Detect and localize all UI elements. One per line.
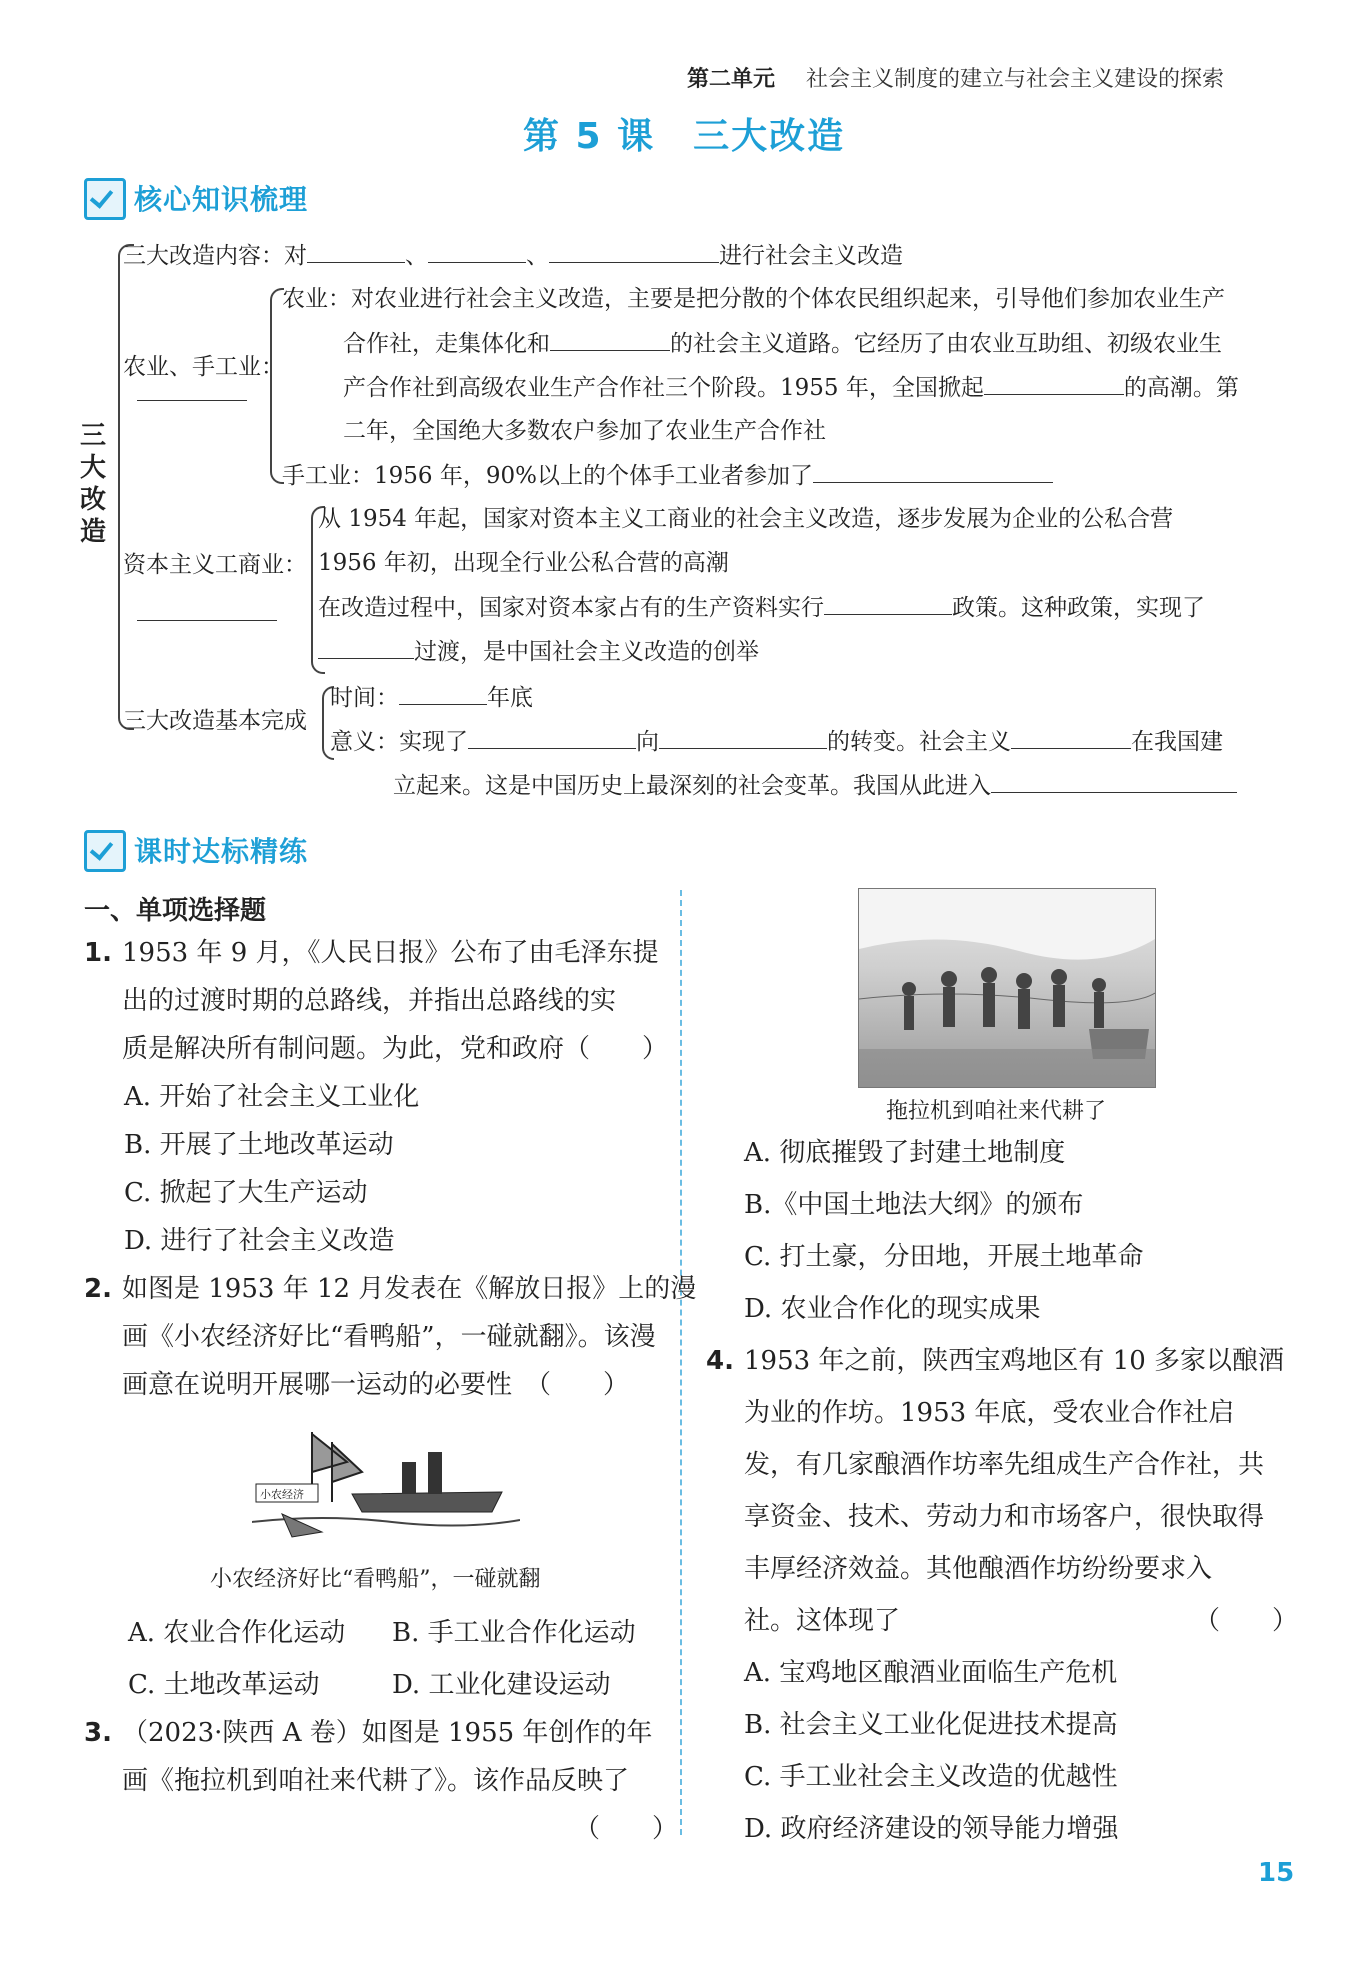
part-title: 一、单项选择题 (84, 896, 267, 926)
pencil-icon (84, 830, 126, 872)
blank-6 (813, 460, 1053, 483)
done-mean-b: 向 (636, 729, 659, 755)
q3-painting (858, 888, 1156, 1088)
cap-line3-a: 在改造过程中，国家对资本家占有的生产资料实行 (318, 595, 824, 621)
q4-line2: 为业的作坊。1953 年底，受农业合作社启 (744, 1398, 1235, 1428)
sep-1: 、 (405, 243, 428, 269)
cartoon-image (252, 1422, 520, 1542)
blank-13 (991, 770, 1237, 793)
unit-title: 社会主义制度的建立与社会主义建设的探索 (806, 67, 1225, 92)
q1-line1: 1953 年 9 月，《人民日报》公布了由毛泽东提 (122, 938, 659, 968)
agri-line4: 二年，全国绝大多数农户参加了农业生产合作社 (343, 418, 826, 444)
q2-caption: 小农经济好比“看鸭船”，一碰就翻 (210, 1567, 541, 1592)
agri-line2-a: 合作社，走集体化和 (343, 331, 550, 357)
q2-number: 2. (84, 1274, 112, 1304)
q4-line5: 丰厚经济效益。其他酿酒作坊纷纷要求入 (744, 1554, 1213, 1584)
q2-option-b[interactable]: B. 手工业合作化运动 (392, 1618, 636, 1648)
section2-title: 课时达标精练 (134, 835, 309, 868)
q4-number: 4. (706, 1346, 734, 1376)
q4-option-d[interactable]: D. 政府经济建设的领导能力增强 (744, 1814, 1119, 1844)
done-mean-c: 的转变。社会主义 (827, 729, 1011, 755)
q1-line3: 质是解决所有制问题。为此，党和政府（ ） (122, 1034, 669, 1064)
q3-line2: 画《拖拉机到咱社来代耕了》。该作品反映了 (122, 1766, 630, 1796)
q1-option-c[interactable]: C. 掀起了大生产运动 (124, 1178, 368, 1208)
cap-line2: 1956 年初，出现全行业公私合营的高潮 (318, 550, 729, 576)
unit-label: 第二单元 (687, 67, 776, 92)
lesson-title: 第 5 课 三大改造 (523, 116, 846, 157)
q3-number: 3. (84, 1718, 112, 1748)
cap-line1: 从 1954 年起，国家对资本主义工商业的社会主义改造，逐步发展为企业的公私合营 (318, 506, 1174, 532)
q1-number: 1. (84, 938, 112, 968)
q3-option-b[interactable]: B.《中国土地法大纲》的颁布 (744, 1190, 1084, 1220)
q1-option-b[interactable]: B. 开展了土地改革运动 (124, 1130, 394, 1160)
cap-line3 (318, 592, 1205, 623)
agri-line3 (343, 372, 1239, 403)
checklist-icon (84, 178, 126, 220)
content-row (123, 240, 903, 271)
sep-2: 、 (526, 243, 549, 269)
q4-option-a[interactable]: A. 宝鸡地区酿酒业面临生产危机 (744, 1658, 1118, 1688)
agri-line3-a: 产合作社到高级农业生产合作社三个阶段。1955 年，全国掀起 (343, 375, 984, 401)
q3-line1: （2023·陕西 A 卷）如图是 1955 年创作的年 (122, 1718, 653, 1748)
done-mean-line2: 立起来。这是中国历史上最深刻的社会变革。我国从此进入 (393, 773, 991, 799)
q4-option-b[interactable]: B. 社会主义工业化促进技术提高 (744, 1710, 1118, 1740)
q3-caption: 拖拉机到咱社来代耕了 (886, 1099, 1107, 1124)
blank-3 (549, 240, 719, 263)
q4-line4: 享资金、技术、劳动力和市场客户，很快取得 (744, 1502, 1265, 1532)
agri-line3-b: 的高潮。第 (1123, 375, 1239, 401)
q1-option-a[interactable]: A. 开始了社会主义工业化 (124, 1082, 420, 1112)
q4-line3: 发，有几家酿酒作坊率先组成生产合作社，共 (744, 1450, 1265, 1480)
done-time (330, 682, 533, 713)
agri-brace (270, 288, 284, 484)
q4-option-c[interactable]: C. 手工业社会主义改造的优越性 (744, 1762, 1118, 1792)
blank-11 (659, 726, 827, 749)
blank-5 (984, 372, 1124, 395)
cap-line4 (318, 636, 759, 667)
page-number: 15 (1258, 1858, 1295, 1888)
done-time-label: 时间： (330, 685, 399, 711)
done-meaning (330, 726, 1223, 757)
blank-10 (468, 726, 636, 749)
q2-cartoon (252, 1422, 520, 1542)
blank-9 (399, 682, 487, 705)
done-mean-a: 意义：实现了 (330, 729, 468, 755)
q2-line2: 画《小农经济好比“看鸭船”，一碰就翻》。该漫 (122, 1322, 656, 1352)
agri-line2-b: 的社会主义道路。它经历了由农业互助组、初级农业生 (670, 331, 1222, 357)
agri-line1: 农业：对农业进行社会主义改造，主要是把分散的个体农民组织起来，引导他们参加农业生产 (282, 286, 1225, 312)
cap-line3-b: 政策。这种政策，实现了 (952, 595, 1205, 621)
q3-option-a[interactable]: A. 彻底摧毁了封建土地制度 (744, 1138, 1066, 1168)
column-divider (680, 890, 682, 1835)
done-mean-d: 在我国建 (1131, 729, 1223, 755)
q1-option-d[interactable]: D. 进行了社会主义改造 (124, 1226, 395, 1256)
q3-option-c[interactable]: C. 打土豪，分田地，开展土地革命 (744, 1242, 1144, 1272)
blank-8 (318, 636, 414, 659)
cap-line4-text: 过渡，是中国社会主义改造的创举 (414, 639, 759, 665)
blank-4 (550, 328, 670, 351)
q2-option-a[interactable]: A. 农业合作化运动 (128, 1618, 346, 1648)
q2-option-c[interactable]: C. 土地改革运动 (128, 1670, 320, 1700)
section1-title: 核心知识梳理 (134, 183, 309, 216)
q4-line6: 社。这体现了 (744, 1606, 901, 1636)
cap-label: 资本主义工商业： (123, 552, 307, 578)
q2-option-d[interactable]: D. 工业化建设运动 (392, 1670, 611, 1700)
q3-option-d[interactable]: D. 农业合作化的现实成果 (744, 1294, 1041, 1324)
q4-line1: 1953 年之前，陕西宝鸡地区有 10 多家以酿酒 (744, 1346, 1285, 1376)
done-time-end: 年底 (487, 685, 533, 711)
painting-image (859, 889, 1155, 1087)
blank-12 (1011, 726, 1131, 749)
agri-blank (137, 398, 247, 401)
blank-7 (824, 592, 952, 615)
craft-text: 手工业：1956 年，90%以上的个体手工业者参加了 (282, 463, 813, 489)
vertical-label: 三大改造 (80, 421, 107, 547)
cartoon-label: 小农经济 (260, 1488, 304, 1501)
done-meaning-2 (393, 770, 1237, 801)
agri-line2 (343, 328, 1222, 359)
q2-line1: 如图是 1953 年 12 月发表在《解放日报》上的漫 (122, 1274, 697, 1304)
blank-2 (428, 240, 526, 263)
q1-line2: 出的过渡时期的总路线，并指出总路线的实 (122, 986, 617, 1016)
content-end: 进行社会主义改造 (719, 243, 903, 269)
content-label: 三大改造内容：对 (123, 243, 307, 269)
done-label: 三大改造基本完成 (123, 708, 307, 734)
blank-1 (307, 240, 405, 263)
q4-paren: （ ） (1194, 1606, 1299, 1636)
q2-line3: 画意在说明开展哪一运动的必要性 （ ） (122, 1370, 630, 1400)
craft-line (282, 460, 1053, 491)
cap-blank (137, 618, 277, 621)
q3-paren: （ ） (574, 1814, 679, 1844)
main-brace (118, 244, 134, 730)
agri-label: 农业、手工业： (123, 354, 284, 380)
